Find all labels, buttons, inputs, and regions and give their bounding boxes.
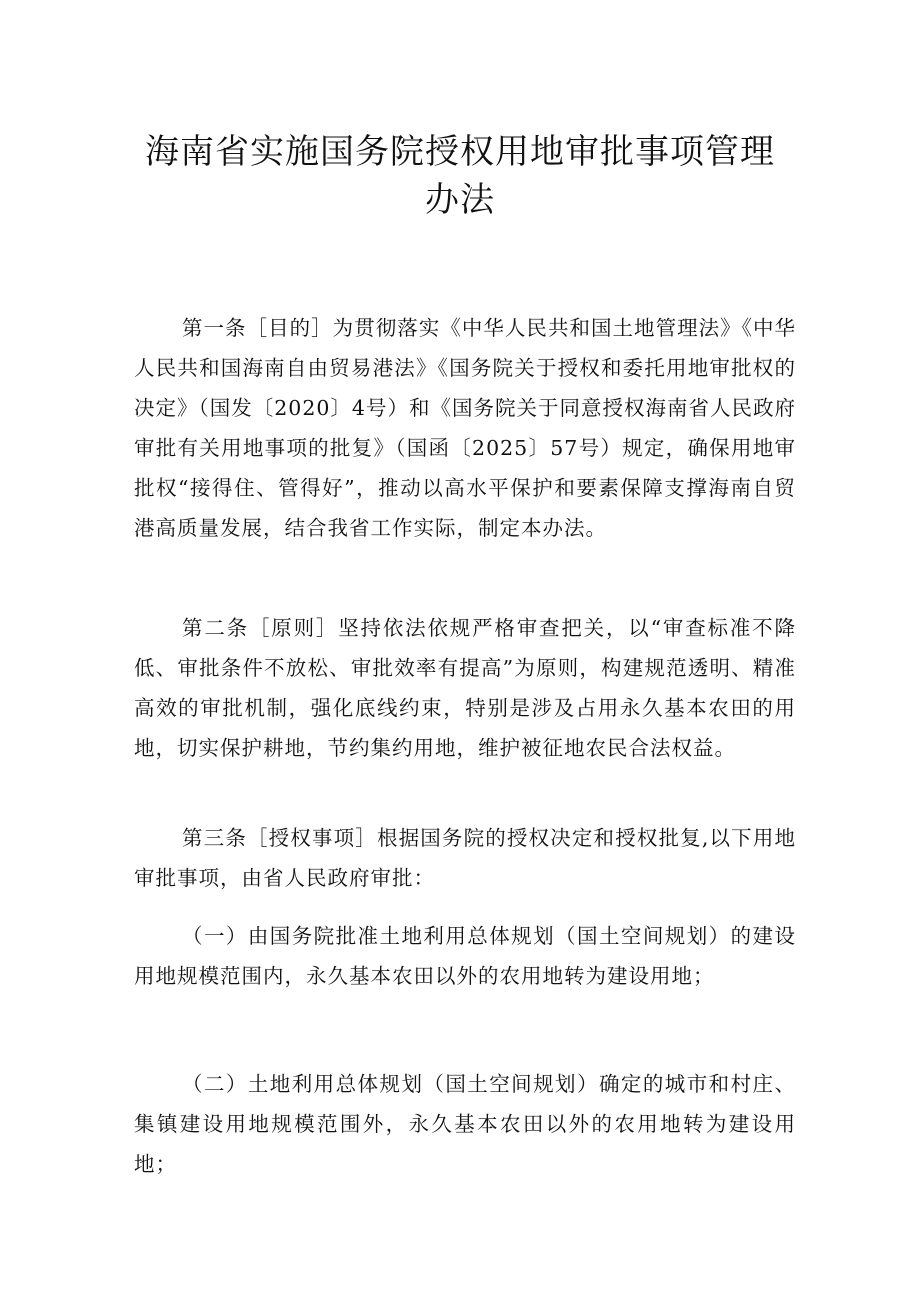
article-3-paragraph: 第三条［授权事项］根据国务院的授权决定和授权批复,以下用地审批事项，由省人民政府审批： bbox=[134, 826, 796, 890]
article-2-paragraph: 第二条［原则］坚持依法依规严格审查把关，以“审查标准不降低、审批条件不放松、审批效率有提高”为原则，构建规范透明、精准高效的审批机制，强化底线约束，特别是涉及占用永久基本农田的用地，切实保护耕地，节约集约用地，维护被征地农民合法权益。 bbox=[134, 616, 796, 760]
document-title-line-2: 办法 bbox=[425, 180, 495, 220]
item-1-paragraph: （一）由国务院批准土地利用总体规划（国土空间规划）的建设用地规模范围内，永久基本农田以外的农用地转为建设用地； bbox=[134, 924, 796, 988]
document-title-line-1: 海南省实施国务院授权用地审批事项管理 bbox=[145, 132, 775, 172]
item-2-paragraph: （二）土地利用总体规划（国土空间规划）确定的城市和村庄、集镇建设用地规模范围外，永久基本农田以外的农用地转为建设用地； bbox=[134, 1072, 796, 1176]
article-1-paragraph: 第一条［目的］为贯彻落实《中华人民共和国土地管理法》《中华人民共和国海南自由贸易港法》《国务院关于授权和委托用地审批权的决定》（国发〔2020〕4号）和《国务院关于同意授权海南省人民政府审批有关用地事项的批复》（国函〔2025〕57号）规定，确保用地审批权“接得住、管得好”，推动以高水平保护和要素保障支撑海南自贸港高质量发展，结合我省工作实际，制定本办法。 bbox=[134, 316, 796, 540]
